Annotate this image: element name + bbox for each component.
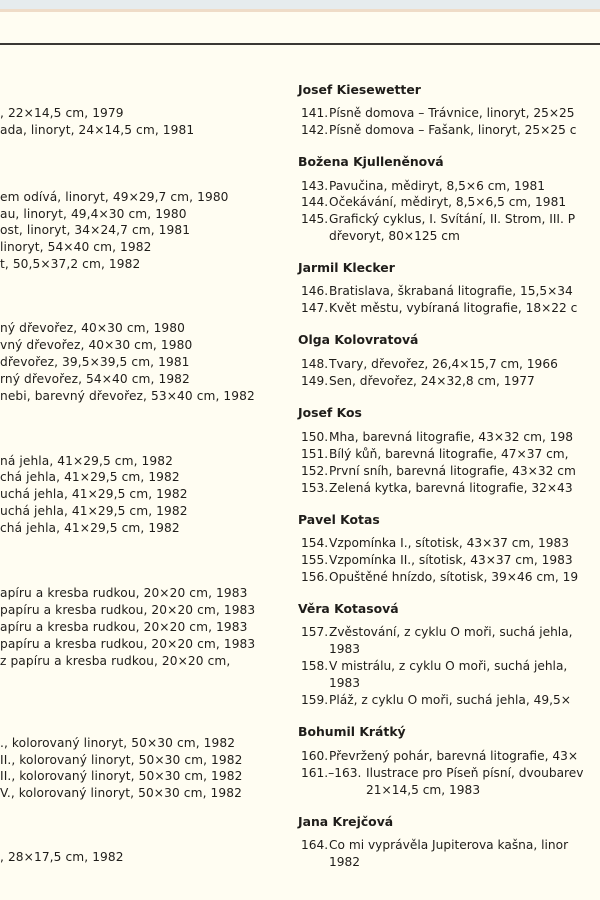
entry-text: Vzpomínka II., sítotisk, 43×37 cm, 1983	[329, 553, 573, 567]
artist-heading: Jarmil Klecker	[298, 260, 395, 275]
entry-number: 148.	[301, 357, 329, 371]
catalog-line: ., kolorovaný linoryt, 50×30 cm, 1982	[0, 736, 236, 750]
catalog-line: V., kolorovaný linoryt, 50×30 cm, 1982	[0, 786, 242, 800]
entry-text: Opuštěné hnízdo, sítotisk, 39×46 cm, 19	[329, 570, 579, 584]
artist-heading: Věra Kotasová	[298, 601, 399, 616]
entry-text: Bratislava, škrabaná litografie, 15,5×34	[329, 284, 573, 298]
catalog-line: vný dřevořez, 40×30 cm, 1980	[0, 338, 193, 352]
entry-text-continued: 1983	[329, 642, 361, 656]
catalog-line: , 28×17,5 cm, 1982	[0, 850, 124, 864]
entry-number: 153.	[301, 481, 329, 495]
entry-text-continued: 1983	[329, 676, 361, 690]
catalog-line: chá jehla, 41×29,5 cm, 1982	[0, 521, 180, 535]
entry-text: Pláž, z cyklu O moři, suchá jehla, 49,5×	[329, 693, 571, 707]
entry-number: 156.	[301, 570, 329, 584]
entry-text: Písně domova – Trávnice, linoryt, 25×25	[329, 106, 575, 120]
entry-number: 158.	[301, 659, 329, 673]
catalog-line: uchá jehla, 41×29,5 cm, 1982	[0, 487, 188, 501]
entry-number: 154.	[301, 536, 329, 550]
entry-text: V mistrálu, z cyklu O moři, suchá jehla,	[329, 659, 568, 673]
artist-heading: Bohumil Krátký	[298, 724, 406, 739]
artist-heading: Božena Kjulleněnová	[298, 154, 444, 169]
catalog-line: linoryt, 54×40 cm, 1982	[0, 240, 152, 254]
catalog-line: rný dřevořez, 54×40 cm, 1982	[0, 372, 190, 386]
entry-text-continued: 1982	[329, 855, 361, 869]
catalog-line: ada, linoryt, 24×14,5 cm, 1981	[0, 123, 195, 137]
entry-number: 152.	[301, 464, 329, 478]
entry-number: 151.	[301, 447, 329, 461]
catalog-line: apíru a kresba rudkou, 20×20 cm, 1983	[0, 586, 248, 600]
catalog-line: II., kolorovaný linoryt, 50×30 cm, 1982	[0, 753, 243, 767]
entry-text: Písně domova – Fašank, linoryt, 25×25 c	[329, 123, 577, 137]
catalog-line: apíru a kresba rudkou, 20×20 cm, 1983	[0, 620, 248, 634]
entry-text: Bílý kůň, barevná litografie, 47×37 cm,	[329, 447, 569, 461]
catalog-line: chá jehla, 41×29,5 cm, 1982	[0, 470, 180, 484]
page-edge	[0, 0, 600, 12]
catalog-line: II., kolorovaný linoryt, 50×30 cm, 1982	[0, 769, 243, 783]
entry-text-continued: dřevoryt, 80×125 cm	[329, 229, 460, 243]
entry-number: 160.	[301, 749, 329, 763]
catalog-line: ný dřevořez, 40×30 cm, 1980	[0, 321, 185, 335]
entry-text: Očekávání, mědiryt, 8,5×6,5 cm, 1981	[329, 195, 567, 209]
entry-text: Tvary, dřevořez, 26,4×15,7 cm, 1966	[329, 357, 558, 371]
entry-number: 159.	[301, 693, 329, 707]
artist-heading: Pavel Kotas	[298, 512, 380, 527]
header-rule	[0, 43, 600, 45]
entry-text: První sníh, barevná litografie, 43×32 cm	[329, 464, 576, 478]
entry-text: Zelená kytka, barevná litografie, 32×43	[329, 481, 573, 495]
catalog-line: ná jehla, 41×29,5 cm, 1982	[0, 454, 173, 468]
catalog-line: nebi, barevný dřevořez, 53×40 cm, 1982	[0, 389, 255, 403]
entry-text-continued: 21×14,5 cm, 1983	[366, 783, 481, 797]
entry-number: 150.	[301, 430, 329, 444]
entry-text: Pavučina, mědiryt, 8,5×6 cm, 1981	[329, 179, 546, 193]
entry-number: 142.	[301, 123, 329, 137]
catalog-line: au, linoryt, 49,4×30 cm, 1980	[0, 207, 187, 221]
catalog-line: uchá jehla, 41×29,5 cm, 1982	[0, 504, 188, 518]
catalog-line: t, 50,5×37,2 cm, 1982	[0, 257, 141, 271]
catalog-line: ost, linoryt, 34×24,7 cm, 1981	[0, 223, 191, 237]
entry-number: 141.	[301, 106, 329, 120]
catalog-line: papíru a kresba rudkou, 20×20 cm, 1983	[0, 603, 256, 617]
entry-number: 144.	[301, 195, 329, 209]
catalog-line: z papíru a kresba rudkou, 20×20 cm,	[0, 654, 231, 668]
entry-text: Vzpomínka I., sítotisk, 43×37 cm, 1983	[329, 536, 570, 550]
artist-heading: Josef Kiesewetter	[298, 82, 421, 97]
catalog-line: , 22×14,5 cm, 1979	[0, 106, 124, 120]
entry-text: Květ městu, vybíraná litografie, 18×22 c	[329, 301, 578, 315]
entry-number: 147.	[301, 301, 329, 315]
entry-number: 146.	[301, 284, 329, 298]
entry-number: 143.	[301, 179, 329, 193]
entry-number: 149.	[301, 374, 329, 388]
entry-text: Zvěstování, z cyklu O moři, suchá jehla,	[329, 625, 573, 639]
entry-number: 157.	[301, 625, 329, 639]
entry-text: Co mi vyprávěla Jupiterova kašna, linor	[329, 838, 569, 852]
catalog-line: dřevořez, 39,5×39,5 cm, 1981	[0, 355, 190, 369]
entry-number: 155.	[301, 553, 329, 567]
artist-heading: Jana Krejčová	[298, 814, 394, 829]
catalog-line: em odívá, linoryt, 49×29,7 cm, 1980	[0, 190, 229, 204]
catalog-line: papíru a kresba rudkou, 20×20 cm, 1983	[0, 637, 256, 651]
artist-heading: Josef Kos	[298, 405, 362, 420]
entry-number: 145.	[301, 212, 329, 226]
artist-heading: Olga Kolovratová	[298, 332, 419, 347]
entry-number: 161.–163.	[301, 766, 362, 780]
entry-text: Ilustrace pro Píseň písní, dvoubarev	[366, 766, 584, 780]
entry-text: Sen, dřevořez, 24×32,8 cm, 1977	[329, 374, 535, 388]
entry-text: Převržený pohár, barevná litografie, 43×	[329, 749, 579, 763]
entry-text: Grafický cyklus, I. Svítání, II. Strom, III. P	[329, 212, 576, 226]
entry-number: 164.	[301, 838, 329, 852]
entry-text: Mha, barevná litografie, 43×32 cm, 198	[329, 430, 574, 444]
